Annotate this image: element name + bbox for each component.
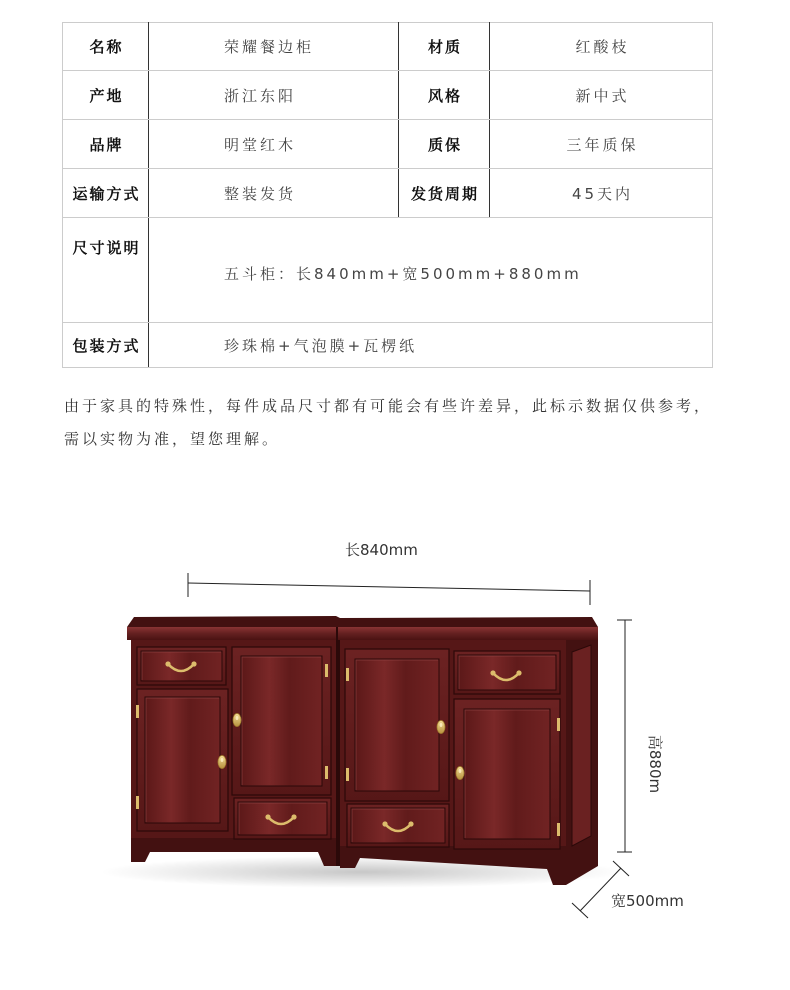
spec-row-size	[63, 218, 713, 323]
material-value: 红酸枝	[490, 23, 713, 71]
left-door	[137, 689, 228, 831]
right-top-drawer-panel	[458, 655, 556, 690]
door-pull-highlight	[221, 758, 224, 762]
door-pull-highlight	[459, 769, 462, 773]
warranty-value: 三年质保	[490, 120, 713, 169]
size-disclaimer	[64, 390, 712, 456]
right-bottom-drawer	[347, 804, 449, 847]
hinge	[557, 718, 560, 731]
packaging-label: 包装方式	[63, 323, 149, 368]
size-value: 五斗柜：长840mm+宽500mm+880mm	[149, 218, 713, 323]
door-pull	[233, 714, 241, 727]
name-value: 荣耀餐边柜	[149, 23, 399, 71]
right-tall-door	[345, 649, 449, 801]
shipping-method-label: 运输方式	[63, 169, 149, 218]
spec-row-origin	[63, 71, 713, 120]
door-pull-highlight	[440, 723, 443, 727]
sideboard-image	[100, 616, 624, 888]
spec-row-brand	[63, 120, 713, 169]
delivery-period-value: 45天内	[490, 169, 713, 218]
hinge	[136, 796, 139, 809]
right-tall-door-panel	[355, 659, 439, 791]
hinge	[346, 668, 349, 681]
door-pull	[437, 721, 445, 734]
cabinet-top-surface	[127, 616, 598, 627]
size-label: 尺寸说明	[63, 218, 149, 323]
style-label: 风格	[399, 71, 490, 120]
left-top-drawer-panel	[141, 651, 222, 681]
brand-label: 品牌	[63, 120, 149, 169]
door-pull-highlight	[236, 716, 239, 720]
height-dimension	[617, 620, 632, 852]
spec-row-packaging	[63, 323, 713, 368]
spec-table	[62, 22, 713, 368]
left-bottom-drawer-panel	[238, 802, 327, 835]
right-top-drawer	[454, 651, 560, 694]
packaging-value: 珍珠棉+气泡膜+瓦楞纸	[149, 323, 713, 368]
origin-value: 浙江东阳	[149, 71, 399, 120]
hinge	[325, 664, 328, 677]
drawer-handle-post	[291, 814, 296, 819]
right-door-panel	[464, 709, 550, 839]
length-label: 长840mm	[345, 541, 418, 559]
hinge	[325, 766, 328, 779]
length-dimension-line	[188, 583, 590, 591]
left-tall-door-panel	[241, 656, 322, 786]
right-door	[454, 699, 560, 849]
length-dimension	[188, 573, 590, 605]
drawer-handle-post	[516, 670, 521, 675]
origin-label: 产地	[63, 71, 149, 120]
width-label: 宽500mm	[611, 892, 684, 910]
style-value: 新中式	[490, 71, 713, 120]
left-top-drawer	[137, 647, 226, 685]
left-tall-door	[232, 647, 331, 795]
brand-value: 明堂红木	[149, 120, 399, 169]
spec-row-name	[63, 23, 713, 71]
drawer-handle-post	[191, 661, 196, 666]
spec-row-shipping	[63, 169, 713, 218]
right-bottom-drawer-panel	[351, 808, 445, 843]
drawer-handle-post	[408, 821, 413, 826]
hinge	[346, 768, 349, 781]
left-door-panel	[145, 697, 220, 823]
drawer-handle-post	[382, 821, 387, 826]
shipping-method-value: 整装发货	[149, 169, 399, 218]
drawer-handle-post	[490, 670, 495, 675]
delivery-period-label: 发货周期	[399, 169, 490, 218]
height-label: 高880m	[646, 734, 664, 794]
hinge	[557, 823, 560, 836]
cabinet-top-edge	[127, 627, 598, 640]
disclaimer-line: 由于家具的特殊性，每件成品尺寸都有可能会有些许差异，此标示数据仅供参考，	[64, 397, 713, 415]
door-pull	[218, 756, 226, 769]
drawer-handle-post	[165, 661, 170, 666]
hinge	[136, 705, 139, 718]
name-label: 名称	[63, 23, 149, 71]
left-bottom-drawer	[234, 798, 331, 839]
door-pull	[456, 767, 464, 780]
disclaimer-line: 需以实物为准，望您理解。	[64, 430, 281, 448]
cabinet-gap	[336, 640, 340, 866]
warranty-label: 质保	[399, 120, 490, 169]
material-label: 材质	[399, 23, 490, 71]
drawer-handle-post	[265, 814, 270, 819]
cabinet-side-inset	[572, 645, 591, 846]
